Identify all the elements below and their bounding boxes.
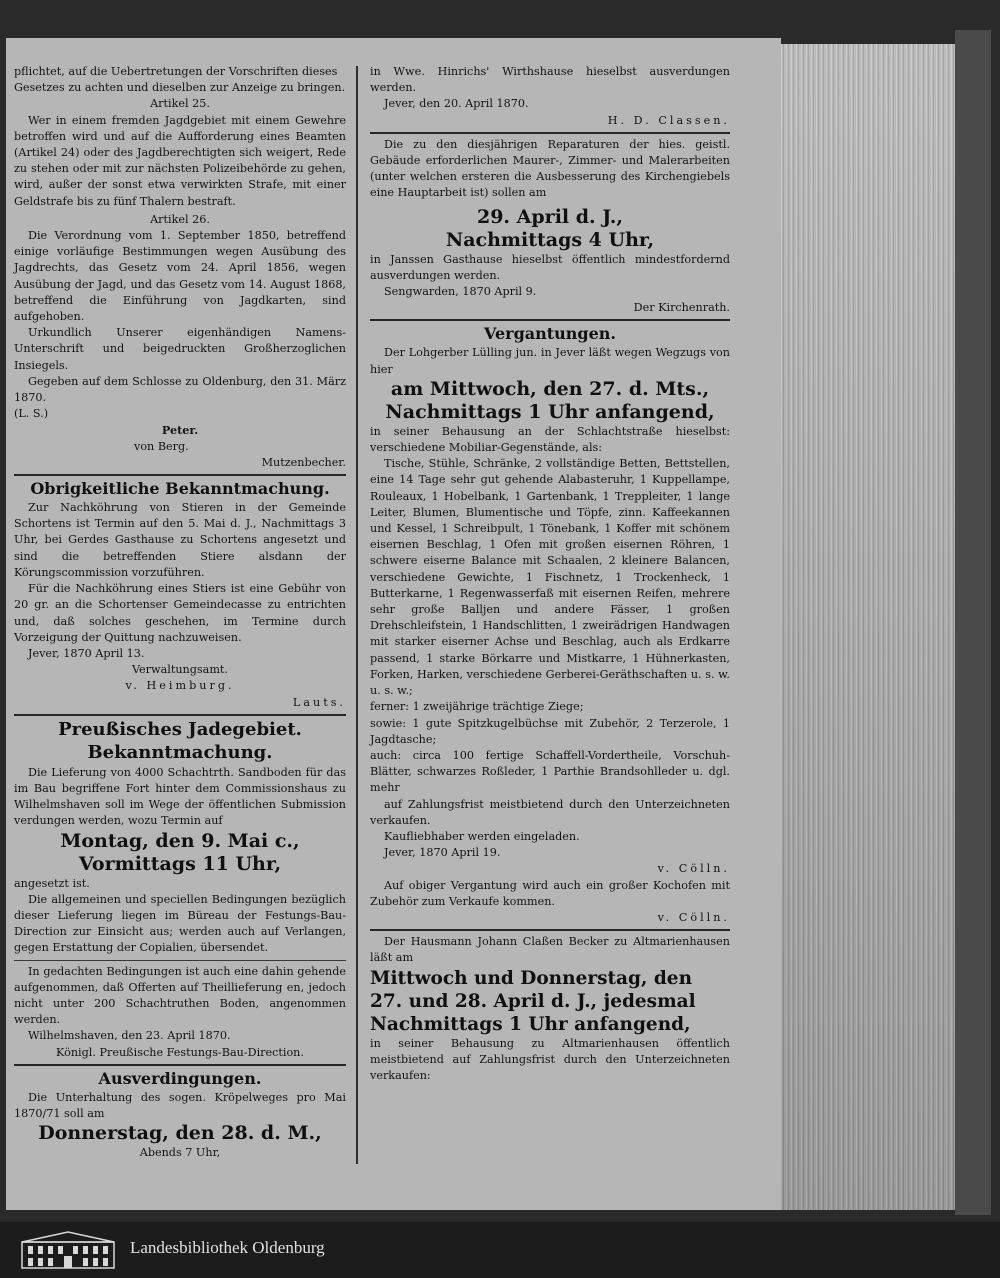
notice-paragraph: auf Zahlungsfrist meistbietend durch den Unterzeichneten verkaufen. (370, 797, 730, 827)
notice-paragraph: in Wwe. Hinrichs' Wirthshause hieselbst ausverdungen werden. (370, 65, 730, 95)
article-paragraph: Gegeben auf dem Schlosse zu Oldenburg, den 31. März 1870. (14, 374, 346, 405)
notice-heading: Obrigkeitliche Bekanntmachung. (30, 479, 330, 499)
section-divider (14, 1064, 346, 1066)
notice-authority: Königl. Preußische Festungs-Bau-Direction. (56, 1045, 304, 1059)
text-line: Gesetzes zu achten und dieselben zur Anzeige zu bringen. (14, 81, 346, 95)
notice-paragraph: ferner: 1 zweijährige trächtige Ziege; (370, 700, 584, 714)
notice-paragraph: angesetzt ist. (14, 876, 90, 890)
column-divider (356, 66, 358, 1164)
notice-paragraph: Auf obiger Vergantung wird auch ein großer Kochofen mit Zubehör zum Verkaufe kommen. (370, 878, 730, 908)
notice-date: Jever, 1870 April 13. (28, 646, 145, 660)
seal-mark: (L. S.) (14, 407, 49, 421)
article-paragraph: Die Verordnung vom 1. September 1850, betreffend einige vorläufige Bestimmungen wegen Ausübung des Jagdrechts, das Gesetz vom 24. April 1856, wegen Ausübung der Jagd, und das Gesetz vom 14. August 1868, betreffend die Einführung von Jagdkarten, sind aufgehoben. (14, 229, 346, 324)
notice-paragraph: Zur Nachköhrung von Stieren in der Gemeinde Schortens ist Termin auf den 5. Mai d. J., Nachmittags 3 Uhr, bei Gerdes Gasthause zu Schortens angesetzt und sind die betreffenden Stiere alsdann der Körungscommission vorzuführen. (14, 501, 346, 579)
signature: Der Kirchenrath. (633, 301, 730, 315)
notice-office: Verwaltungsamt. (132, 663, 228, 677)
notice-paragraph: Kaufliebhaber werden eingeladen. (384, 829, 580, 843)
notice-paragraph: Der Hausmann Johann Claßen Becker zu Altmarienhausen läßt am (370, 935, 730, 965)
notice-paragraph: auch: circa 100 fertige Schaffell-Vordertheile, Vorschuh-Blätter, schwarzes Roßleder, 1 Parthie Brandsohlleder u. dgl. mehr (370, 748, 730, 795)
notice-date-emphasis: Nachmittags 4 Uhr, (445, 228, 655, 251)
notice-paragraph: Der Lohgerber Lülling jun. in Jever läßt wegen Wegzugs von hier (370, 346, 730, 376)
library-footer (0, 1222, 1000, 1278)
signature: H. D. Classen. (607, 113, 730, 127)
notice-date-emphasis: 29. April d. J., (476, 205, 624, 228)
section-divider (370, 132, 730, 134)
notice-paragraph: Für die Nachköhrung eines Stiers ist eine Gebühr von 20 gr. an die Schortenser Gemeindecasse zu entrichten und, daß solches geschehen, im Termine durch Vorzeigung der Quittung nachzuweisen. (14, 582, 346, 644)
notice-date-emphasis: Donnerstag, den 28. d. M., (38, 1122, 322, 1145)
notice-paragraph: in Janssen Gasthause hieselbst öffentlich mindestfordernd ausverdungen werden. (370, 252, 730, 282)
signature: Lauts. (292, 695, 346, 709)
notice-heading: Bekanntmachung. (87, 741, 273, 763)
notice-date-emphasis: Vormittags 11 Uhr, (78, 852, 282, 875)
book-binding (955, 30, 991, 1215)
library-building-logo-icon (18, 1230, 118, 1270)
section-divider (370, 929, 730, 931)
signature: v. Heimburg. (125, 679, 235, 693)
signature: von Berg. (134, 439, 189, 453)
notice-date-emphasis: Montag, den 9. Mai c., (60, 829, 300, 852)
notice-date-emphasis: 27. und 28. April d. J., jedesmal Nachmittags 1 Uhr anfangend, (370, 990, 696, 1035)
right-column (370, 64, 730, 1084)
notice-paragraph: Die Unterhaltung des sogen. Kröpelweges pro Mai 1870/71 soll am (14, 1090, 346, 1120)
notice-date: Jever, 1870 April 19. (384, 846, 501, 860)
notice-paragraph: Die zu den diesjährigen Reparaturen der hies. geistl. Gebäude erforderlichen Maurer-, Zimmer- und Malerarbeiten (unter welchen ersteren die Ausbesserung des Kirchengiebels eine Hauptarbeit ist) sollen am (370, 137, 730, 200)
notice-date-emphasis: Nachmittags 1 Uhr anfangend, (385, 400, 715, 423)
signature: Peter. (161, 423, 199, 438)
text-line: pflichtet, auf die Uebertretungen der Vorschriften dieses (14, 65, 338, 78)
notice-time: Abends 7 Uhr, (139, 1146, 221, 1160)
signature: v. Cölln. (657, 862, 730, 876)
section-divider (14, 474, 346, 476)
article-heading: Artikel 25. (150, 97, 210, 111)
notice-paragraph: in seiner Behausung an der Schlachtstraße hieselbst: verschiedene Mobiliar-Gegenstände, als: (370, 424, 730, 455)
book-page-edges (775, 44, 970, 1210)
section-heading: Vergantungen. (484, 324, 616, 344)
signature: v. Cölln. (657, 910, 730, 924)
notice-date: Jever, den 20. April 1870. (384, 97, 529, 111)
library-name: Landesbibliothek Oldenburg (130, 1238, 325, 1257)
section-divider (370, 319, 730, 321)
signature: Mutzenbecher. (261, 455, 346, 469)
article-paragraph: Wer in einem fremden Jagdgebiet mit einem Gewehre betroffen wird und auf die Aufforderung eines Beamten (Artikel 24) oder des Jagdberechtigten sich weigert, Rede zu stehen oder mit zur nächsten Polizeibehörde zu gehen, wird, außer der sonst etwa verwirkten Strafe, mit einer Geldstrafe bis zu fünf Thalern bestraft. (14, 113, 346, 208)
item-list: Tische, Stühle, Schränke, 2 vollständige Betten, Bettstellen, eine 14 Tage sehr gut gehende Alabasteruhr, 1 Kuppellampe, Rouleaux, 1 Hobelbank, 1 Gartenbank, 1 Treppleiter, 1 lange Leiter, Blumen, Blumentische und Töpfe, zinn. Kaffeekannen und Kessel, 1 Schreibpult, 1 Tönebank, 1 Koffer mit schönem eisernen Beschlag, 1 Ofen mit großen eisernen Röhren, 1 schwere eiserne Balance mit Schaalen, 2 kleinere Balancen, verschiedene Gewichte, 1 Fischnetz, 1 Trockenheck, 1 Butterkarne, 1 Regenwasserfaß mit eisernen Reifen, mehrere sehr große Balljen und andere Fässer, 1 großen Drehschleifstein, 1 Handschlitten, 1 zweirädrigen Handwagen mit starker eiserner Achse und Beschlag, auch als Erdkarre passend, 1 starke Börkarre und Mistkarre, 1 Hühnerkasten, Forken, Harken, verschiedene Gerberei-Geräthschaften u. s. w. u. s. w.; (370, 457, 730, 698)
notice-date-emphasis: am Mittwoch, den 27. d. Mts., (390, 377, 710, 400)
left-column (14, 64, 346, 1161)
notice-date: Sengwarden, 1870 April 9. (384, 285, 537, 299)
section-divider (14, 714, 346, 716)
notice-paragraph: sowie: 1 gute Spitzkugelbüchse mit Zubehör, 2 Terzerole, 1 Jagdtasche; (370, 716, 730, 746)
notice-paragraph: in seiner Behausung zu Altmarienhausen öffentlich meistbietend auf Zahlungsfrist durch den Unterzeichneten verkaufen: (370, 1036, 730, 1082)
notice-paragraph: Die Lieferung von 4000 Schachtrth. Sandboden für das im Bau begriffene Fort hinter dem Commissionshaus zu Wilhelmshaven soll im Wege der öffentlichen Submission verdungen werden, wozu Termin auf (14, 765, 346, 828)
notice-heading: Preußisches Jadegebiet. (58, 718, 302, 740)
notice-heading: Ausverdingungen. (98, 1068, 262, 1088)
notice-paragraph: Die allgemeinen und speciellen Bedingungen bezüglich dieser Lieferung liegen im Büreau der Festungs-Bau-Direction zur Einsicht aus; werden auch auf Verlangen, gegen Erstattung der Copialien, übersendet. (14, 892, 346, 955)
article-paragraph: Urkundlich Unserer eigenhändigen Namens-Unterschrift und beigedruckten Großherzoglichen Insiegels. (14, 326, 346, 372)
notice-date: Wilhelmshaven, den 23. April 1870. (28, 1029, 231, 1043)
notice-paragraph: In gedachten Bedingungen ist auch eine dahin gehende aufgenommen, daß Offerten auf Theillieferung en, jedoch nicht unter 200 Schachtruthen Boden, angenommen werden. (14, 964, 346, 1027)
article-heading: Artikel 26. (150, 212, 210, 226)
notice-date-emphasis: Mittwoch und Donnerstag, den (370, 967, 693, 989)
section-divider (14, 960, 346, 961)
